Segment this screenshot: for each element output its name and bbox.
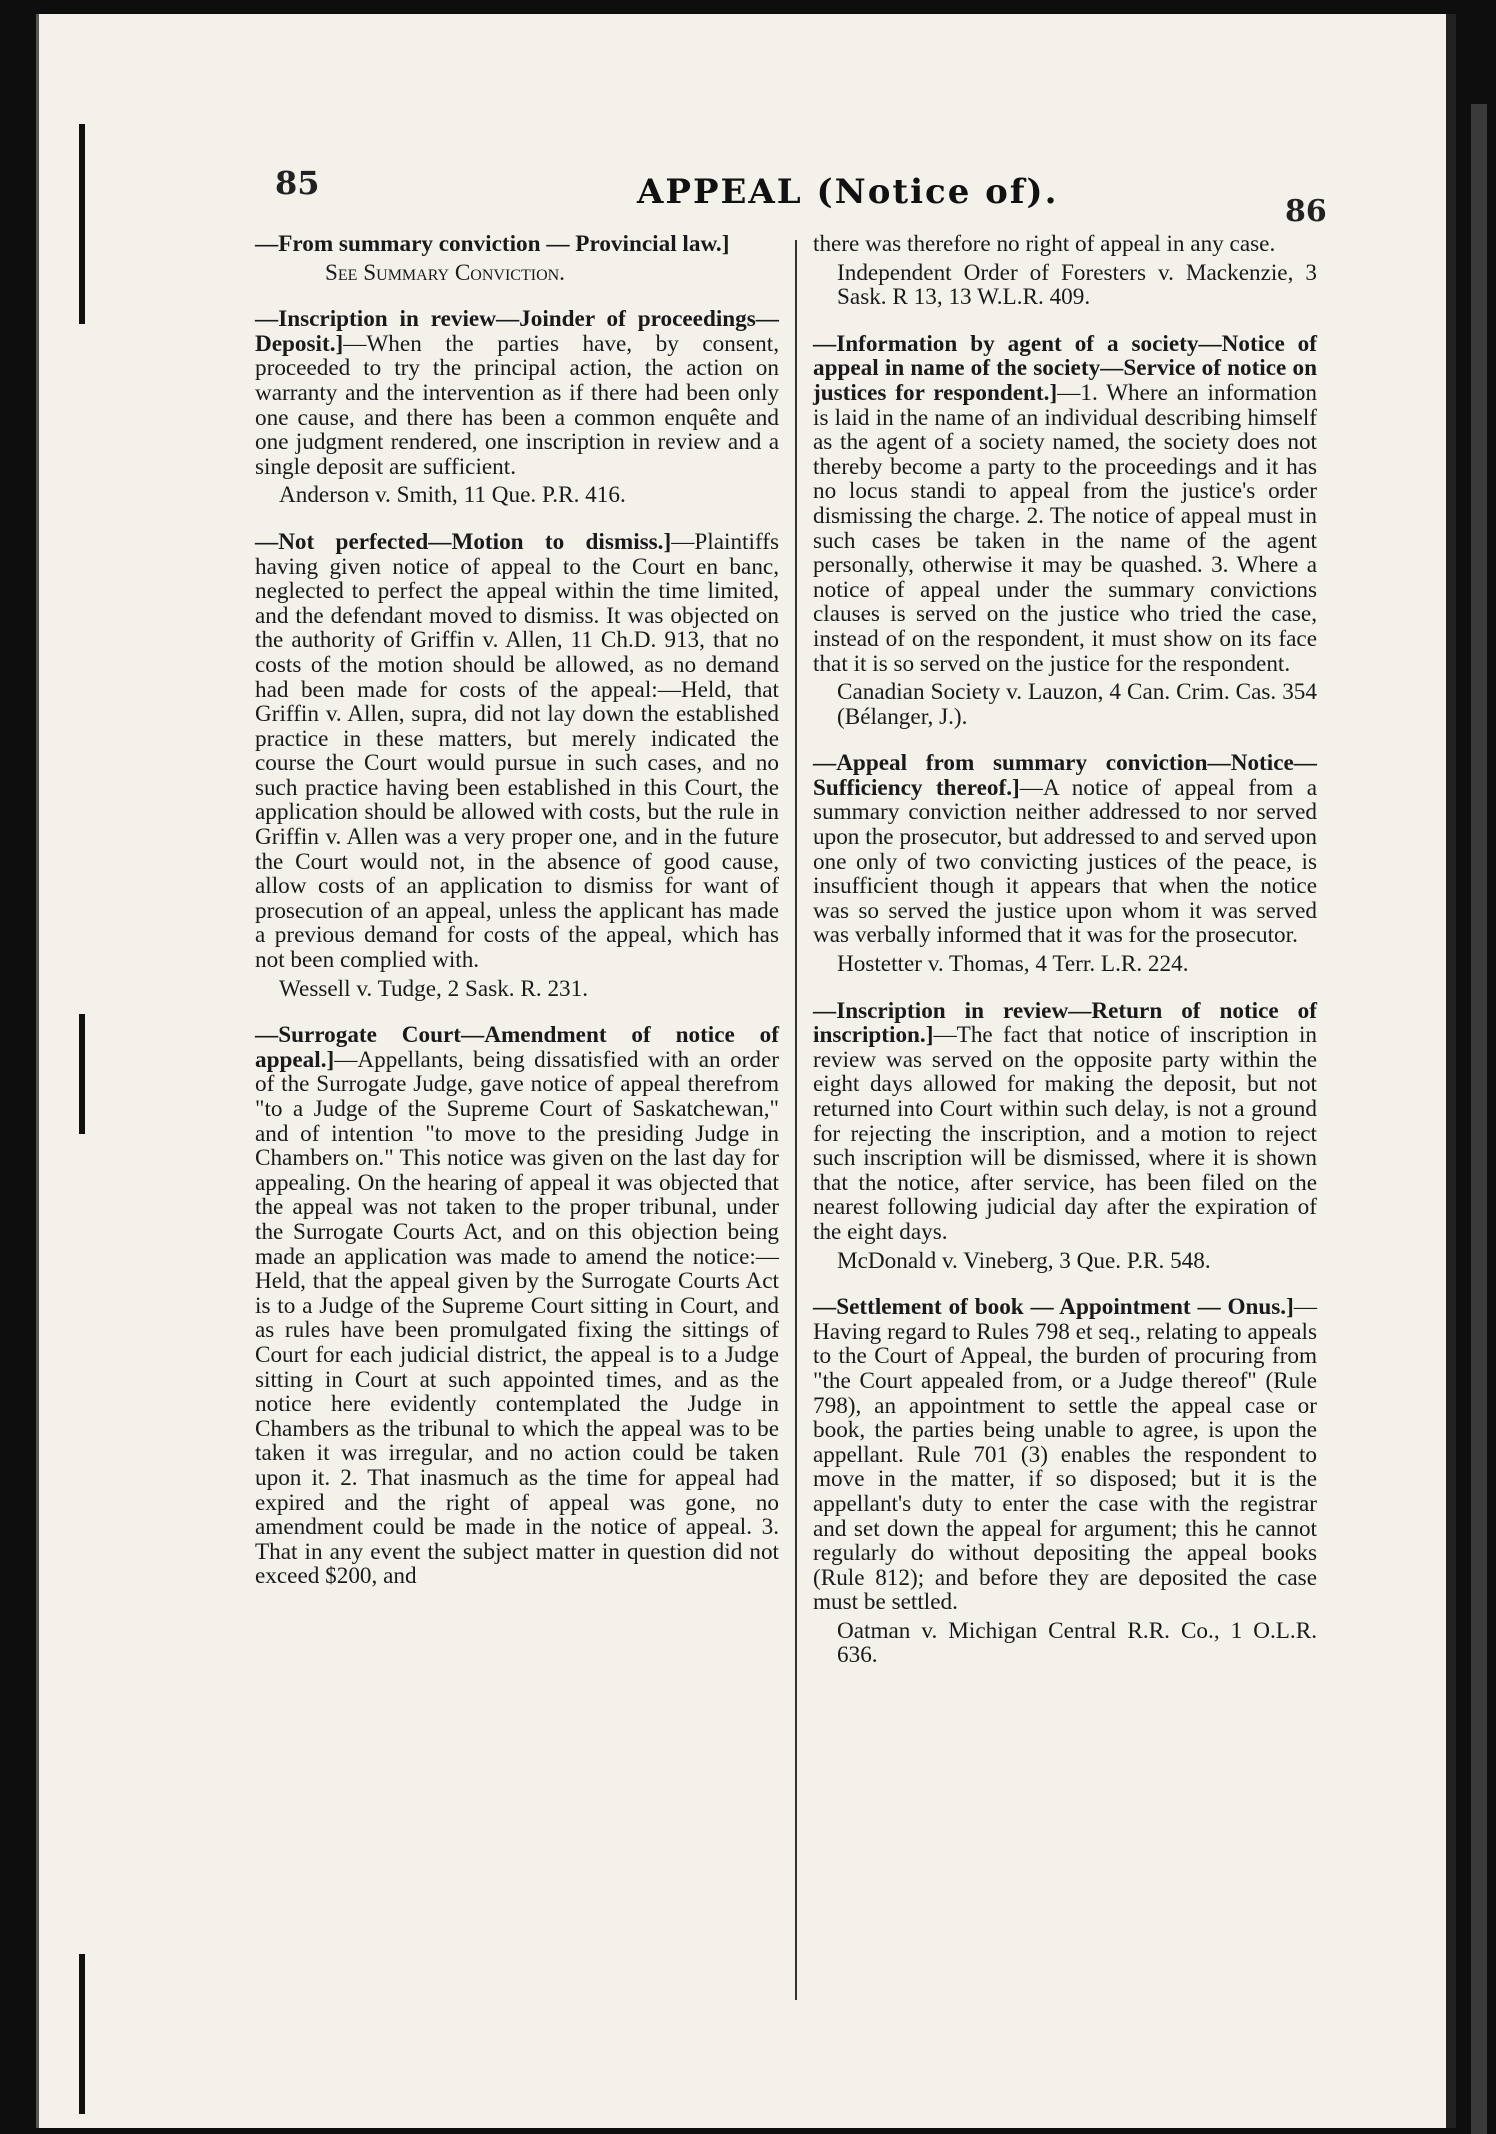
entry-heading: —Surrogate Court—Amendment of notice of appeal.]	[255, 1022, 779, 1073]
case-entry	[813, 751, 1317, 976]
page-spine-edge	[1471, 104, 1487, 2134]
entry-citation: Independent Order of Foresters v. Mackenzie, 3 Sask. R 13, 13 W.L.R. 409.	[837, 259, 1317, 311]
case-entry	[813, 1295, 1317, 1668]
running-title: APPEAL (Notice of).	[637, 172, 1059, 212]
entry-heading: —Inscription in review—Joinder of proceedings—Deposit.]	[255, 306, 779, 357]
case-entry	[255, 307, 779, 508]
entry-heading: —From summary conviction — Provincial law.]	[255, 231, 730, 257]
case-entry	[255, 530, 779, 1001]
entry-body: —Appellants, being dissatisfied with an order of the Surrogate Judge, gave notice of appeal therefrom "to a Judge of the Supreme Court of Saskatchewan," and of intention "to move to the presiding Judge in Chambers on." This notice was given on the last day for appealing. On the hearing of appeal it was objected that the appeal was not taken to the proper tribunal, under the Surrogate Courts Act, and on this objection being made an application was made to amend the notice:—Held, that the appeal given by the Surrogate Courts Act is to a Judge of the Supreme Court sitting in Court, and as rules have been promulgated fixing the sittings of Court for each judicial district, the appeal is to a Judge sitting in Court at such appointed times, and as the notice here evidently contemplated the Judge in Chambers as the tribunal to which the appeal was to be taken it was irregular, and no action could be taken upon it. 2. That inasmuch as the time for appeal had expired and the right of appeal was gone, no amendment could be made in the notice of appeal. 3. That in any event the subject matter in question did not exceed $200, and	[255, 1046, 779, 1590]
left-column	[255, 232, 779, 1611]
entry-citation: See Summary Conviction.	[325, 259, 565, 286]
case-entry	[255, 232, 779, 285]
entry-citation: Anderson v. Smith, 11 Que. P.R. 416.	[279, 482, 626, 509]
entry-citation: Wessell v. Tudge, 2 Sask. R. 231.	[279, 975, 589, 1002]
entry-heading: —Inscription in review—Return of notice of inscription.]	[813, 997, 1317, 1049]
binding-mark	[79, 1954, 85, 2114]
entry-body: —1. Where an information is laid in the name of an individual describing himself as the agent of a society named, the society does not thereby become a party to the proceedings and it has no locus standi to appeal from the justice's order dismissing the charge. 2. The notice of appeal must in such cases be taken in the name of the agent personally, otherwise it may be quashed. 3. Where a notice of appeal under the summary convictions clauses is served on the justice who tried the case, instead of on the respondent, it must show on its face that it is so served on the justice for the respondent.	[813, 379, 1317, 677]
right-column	[813, 232, 1317, 1690]
entry-heading: —Information by agent of a society—Notice of appeal in name of the society—Service of notice on justices for respondent.]	[813, 330, 1317, 406]
entry-heading: —Settlement of book — Appointment — Onus.]	[813, 1294, 1294, 1321]
entry-citation: Hostetter v. Thomas, 4 Terr. L.R. 224.	[837, 951, 1189, 978]
entry-heading: —Appeal from summary conviction—Notice—Sufficiency thereof.]	[813, 750, 1317, 801]
entry-body: —Plaintiffs having given notice of appeal to the Court en banc, neglected to perfect the appeal within the time limited, and the defendant moved to dismiss. It was objected on the authority of Griffin v. Allen, 11 Ch.D. 913, that no costs of the motion should be allowed, as no demand had been made for costs of the appeal:—Held, that Griffin v. Allen, supra, did not lay down the established practice in these matters, but merely indicated the course the Court would pursue in such cases, and no such practice having been established in this Court, the application should be allowed with costs, but the rule in Griffin v. Allen was a very proper one, and in the future the Court would not, in the absence of good cause, allow costs of an application to dismiss for want of prosecution of an appeal, unless the applicant has made a previous demand for costs of the appeal, which has not been complied with.	[255, 528, 779, 974]
entry-citation: Canadian Society v. Lauzon, 4 Can. Crim. Cas. 354 (Bélanger, J.).	[837, 679, 1317, 730]
entry-citation: Oatman v. Michigan Central R.R. Co., 1 O.L.R. 636.	[837, 1617, 1317, 1669]
entry-body: —When the parties have, by consent, proceeded to try the principal action, the action on warranty and the intervention as if there had been only one cause, and there has been a common enquête and one judgment rendered, one inscription in review and a single deposit are sufficient.	[255, 330, 779, 480]
entry-body: —Having regard to Rules 798 et seq., relating to appeals to the Court of Appeal, the burden of procuring from "the Court appealed from, or a Judge thereof" (Rule 798), an appointment to settle the appeal case or book, the parties being unable to agree, is upon the appellant. Rule 701 (3) enables the respondent to move in the matter, if so disposed; but it is the appellant's duty to enter the case with the registrar and set down the appeal for argument; this he cannot regularly do without depositing the appeal books (Rule 812); and before they are deposited the case must be settled.	[813, 1294, 1317, 1616]
case-entry	[813, 999, 1317, 1274]
binding-mark	[79, 1014, 85, 1134]
case-entry	[813, 232, 1317, 310]
entry-heading: —Not perfected—Motion to dismiss.]	[255, 528, 672, 555]
column-divider	[795, 240, 797, 2000]
entry-citation: McDonald v. Vineberg, 3 Que. P.R. 548.	[837, 1247, 1211, 1274]
case-entry	[813, 332, 1317, 730]
page-number-left: 85	[275, 164, 320, 202]
case-entry	[255, 1023, 779, 1589]
entry-body: there was therefore no right of appeal in any case.	[813, 231, 1276, 257]
entry-body: —A notice of appeal from a summary conviction neither addressed to nor served upon the prosecutor, but addressed to and served upon one only of two convicting justices of the peace, is insufficient though it appears that when the notice was so served the justice upon whom it was served was verbally informed that it was for the prosecutor.	[813, 774, 1317, 949]
binding-mark	[79, 124, 85, 324]
entry-body: —The fact that notice of inscription in review was served on the opposite party within the eight days allowed for making the deposit, but not returned into Court within such delay, is not a ground for rejecting the inscription, and a motion to reject such inscription will be dismissed, where it is shown that the notice, after service, has been filed on the nearest following judicial day after the expiration of the eight days.	[813, 1022, 1317, 1245]
book-page	[36, 14, 1456, 2128]
page-number-right: 86	[1285, 194, 1327, 229]
